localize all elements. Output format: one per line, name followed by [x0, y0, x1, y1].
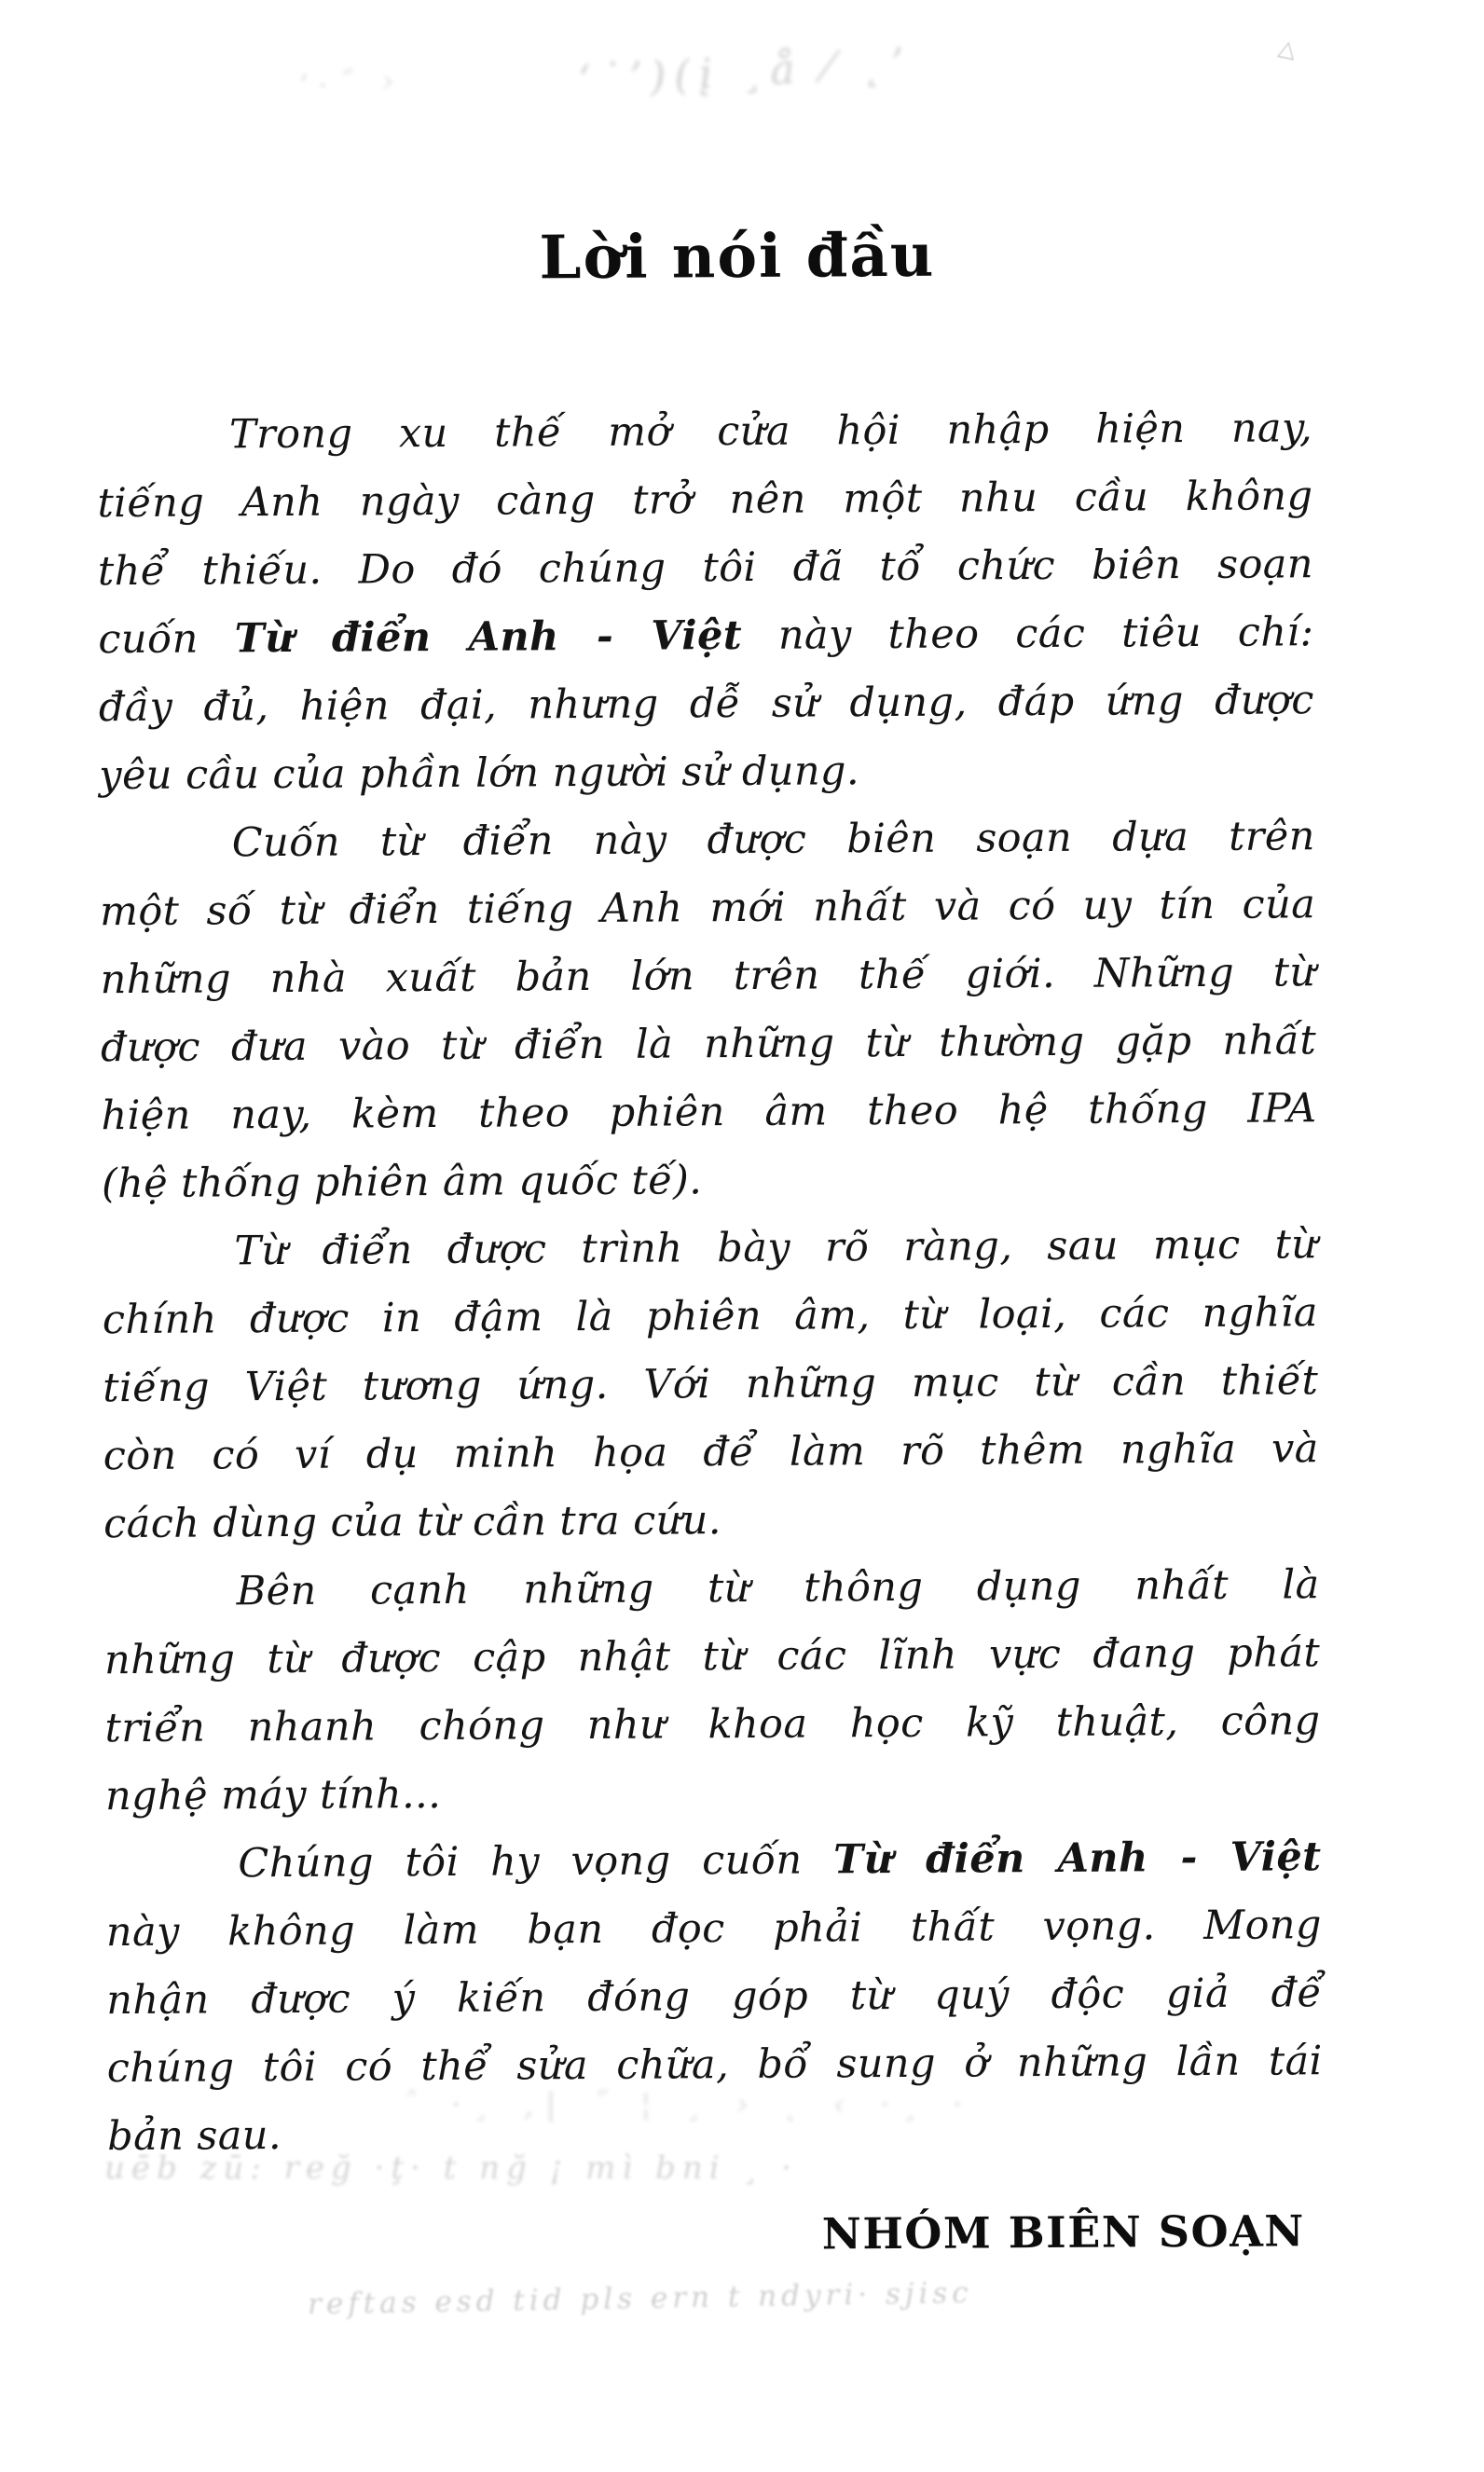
paragraph [105, 1823, 1323, 2171]
body-text: Trong xu thế mở cửa hội nhập hiện nay, [228, 405, 1313, 459]
text-line [104, 1687, 1320, 1763]
text-line [100, 939, 1315, 1014]
body-text: Bên cạnh những từ thông dụng nhất là [236, 1561, 1320, 1615]
body-text: chính được in đậm là phiên âm, từ loại, các nghĩa [102, 1289, 1319, 1344]
signature-line: NHÓM BIÊN SOẠN [821, 2205, 1306, 2259]
body-text: chúng tôi có thể sửa chữa, bổ sung ở những lần tái [106, 2038, 1323, 2093]
body-text: nghệ máy tính... [104, 1770, 442, 1820]
text-line [105, 1823, 1321, 1899]
body-text: những nhà xuất bản lớn trên thế giới. Những từ [100, 949, 1316, 1004]
body-text: nhận được ý kiến đóng góp từ quý độc giả để [106, 1970, 1323, 2025]
body-text: Cuốn từ điển này được biên soạn dựa trên [231, 813, 1315, 867]
paragraph [100, 803, 1318, 1218]
paragraph [97, 394, 1315, 810]
text-line [98, 598, 1313, 674]
paragraph [103, 1551, 1321, 1831]
body-text: được đưa vào từ điển là những từ thường gặp nhất [100, 1017, 1317, 1072]
body-text: bản sau. [107, 2112, 282, 2161]
text-line [107, 2095, 1323, 2171]
text-line [97, 462, 1312, 538]
body-text: triển nhanh chóng như khoa học kỹ thuật, công [104, 1697, 1321, 1752]
body-text: này theo các tiêu chí: [741, 609, 1314, 659]
text-line [103, 1551, 1319, 1627]
page-title: Lời nói đầu [539, 220, 936, 294]
body-paragraphs [0, 393, 1484, 2172]
body-text: (hệ thống phiên âm quốc tế). [101, 1157, 703, 1208]
text-line [104, 1619, 1320, 1695]
text-line [100, 871, 1315, 946]
text-line [101, 1075, 1316, 1150]
text-line [103, 1347, 1318, 1422]
scan-bleedthrough-artifact: ˆ ·¸ ‚| ˝ ¦ ¸ › ˛ ‹ ·¸ · [401, 2086, 975, 2123]
text-line [103, 1483, 1319, 1559]
scan-bleedthrough-artifact: uēb zū: reğ ·ţ· t nğ ¡ mì bni ¸ · [104, 2149, 798, 2187]
page-content [0, 210, 1484, 2264]
text-line [106, 1891, 1322, 1967]
text-line [103, 1279, 1318, 1354]
text-line [101, 1007, 1316, 1082]
body-text: đầy đủ, hiện đại, nhưng dễ sử dụng, đáp ứng được [98, 677, 1314, 732]
body-text: hiện nay, kèm theo phiên âm theo hệ thống IPA [101, 1085, 1317, 1140]
scan-noise-artifact: ʻ˙ʼ)(į ¸å ⁄ ˛ʼ [576, 39, 913, 105]
scan-noise-corner-mark: △ [1276, 34, 1299, 63]
bold-book-title-text: Từ điển Anh - Việt [832, 1833, 1322, 1884]
body-text: còn có ví dụ minh họa để làm rõ thêm nghĩa và [103, 1425, 1319, 1480]
scan-noise-artifact: ʼ·˝ › [296, 62, 405, 106]
text-line [103, 1415, 1319, 1490]
body-text: cách dùng của từ cần tra cứu. [103, 1497, 722, 1548]
text-line [100, 803, 1315, 878]
scan-bleedthrough-artifact: reftas esd tid pls ern t ndyri· sjisc [307, 2275, 973, 2322]
text-line [106, 1959, 1322, 2035]
text-line [98, 530, 1313, 606]
text-line [102, 1143, 1317, 1218]
paragraph [102, 1211, 1319, 1559]
body-text: này không làm bạn đọc phải thất vọng. Mong [105, 1902, 1323, 1957]
body-text: tiếng Anh ngày càng trở nên một nhu cầu không [97, 473, 1313, 528]
body-text: tiếng Việt tương ứng. Với những mục từ cần thiết [103, 1357, 1319, 1412]
text-line [97, 394, 1312, 470]
body-text: cuốn [98, 615, 235, 664]
text-line [107, 2027, 1323, 2103]
text-line [99, 735, 1314, 810]
bold-book-title-text: Từ điển Anh - Việt [234, 611, 743, 663]
text-line [105, 1755, 1321, 1831]
body-text: thể thiếu. Do đó chúng tôi đã tổ chức biên soạn [97, 541, 1314, 596]
body-text: những từ được cập nhật từ các lĩnh vực đang phát [103, 1629, 1321, 1684]
body-text: một số từ điển tiếng Anh mới nhất và có uy tín của [100, 881, 1316, 936]
body-text: yêu cầu của phần lớn người sử dụng. [99, 748, 860, 800]
body-text: Từ điển được trình bày rõ ràng, sau mục từ [234, 1221, 1318, 1275]
text-line [99, 666, 1314, 742]
body-text: Chúng tôi hy vọng cuốn [238, 1836, 834, 1888]
text-line [102, 1211, 1317, 1286]
